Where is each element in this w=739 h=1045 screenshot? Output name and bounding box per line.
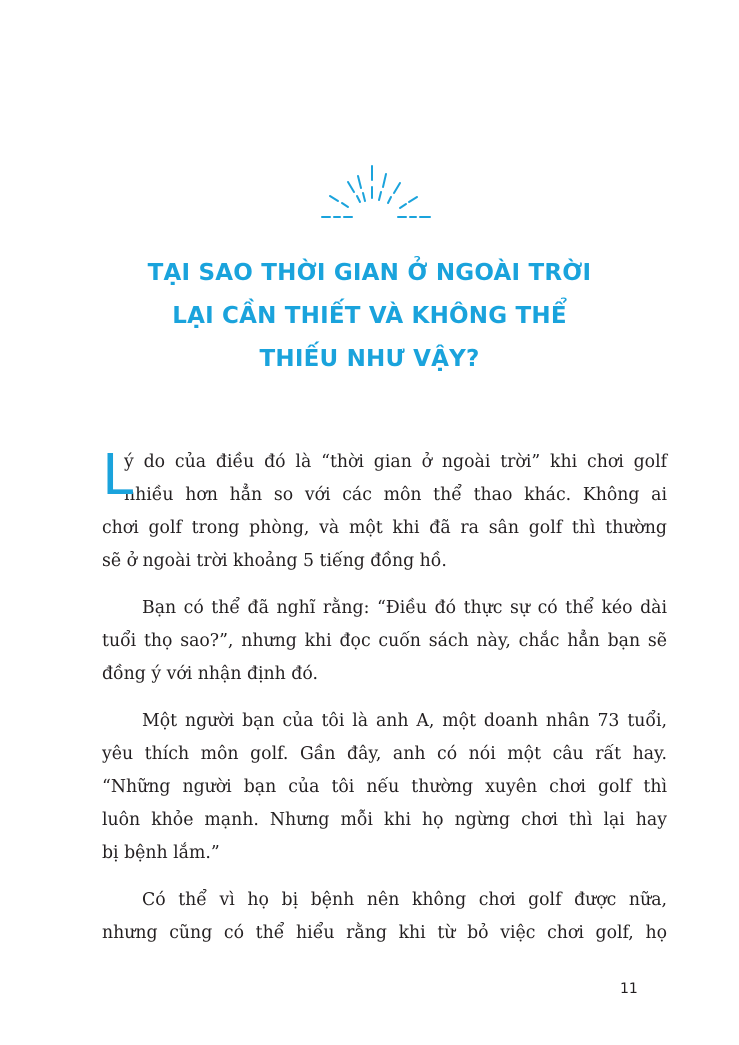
text-line: Một người bạn của tôi là anh A, một doanh nhân 73 tuổi, xyxy=(142,711,667,731)
body-text xyxy=(102,443,667,950)
text-line: chơi golf trong phòng, và một khi đã ra sân golf thì thường xyxy=(102,518,667,538)
text-line: sẽ ở ngoài trời khoảng 5 tiếng đồng hồ. xyxy=(102,551,447,571)
paragraph xyxy=(102,443,667,578)
title-line: THIẾU NHƯ VẬY? xyxy=(259,346,480,372)
text-line: đồng ý với nhận định đó. xyxy=(102,664,318,684)
title-line: TẠI SAO THỜI GIAN Ở NGOÀI TRỜI xyxy=(147,260,592,286)
page-number: 11 xyxy=(620,981,638,997)
chapter-title xyxy=(60,252,679,381)
text-line: nhưng cũng có thể hiểu rằng khi từ bỏ việc chơi golf, họ xyxy=(102,923,667,943)
title-line: LẠI CẦN THIẾT VÀ KHÔNG THỂ xyxy=(172,303,567,329)
paragraph xyxy=(102,884,667,950)
text-line: Bạn có thể đã nghĩ rằng: “Điều đó thực sự có thể kéo dài xyxy=(142,598,667,618)
text-line: yêu thích môn golf. Gần đây, anh có nói một câu rất hay. xyxy=(102,744,667,764)
sunburst-icon xyxy=(314,160,438,240)
text-line: luôn khỏe mạnh. Nhưng mỗi khi họ ngừng chơi thì lại hay xyxy=(102,810,667,830)
text-line: “Những người bạn của tôi nếu thường xuyên chơi golf thì xyxy=(102,777,667,797)
text-line: nhiều hơn hẳn so với các môn thể thao khác. Không ai xyxy=(124,485,667,505)
drop-cap: L xyxy=(102,443,134,508)
text-line: ý do của điều đó là “thời gian ở ngoài trời” khi chơi golf xyxy=(124,452,667,472)
text-line: bị bệnh lắm.” xyxy=(102,843,220,863)
text-line: Có thể vì họ bị bệnh nên không chơi golf được nữa, xyxy=(142,890,667,910)
paragraph xyxy=(102,705,667,870)
paragraph xyxy=(102,592,667,691)
text-line: tuổi thọ sao?”, nhưng khi đọc cuốn sách này, chắc hẳn bạn sẽ xyxy=(102,631,667,651)
